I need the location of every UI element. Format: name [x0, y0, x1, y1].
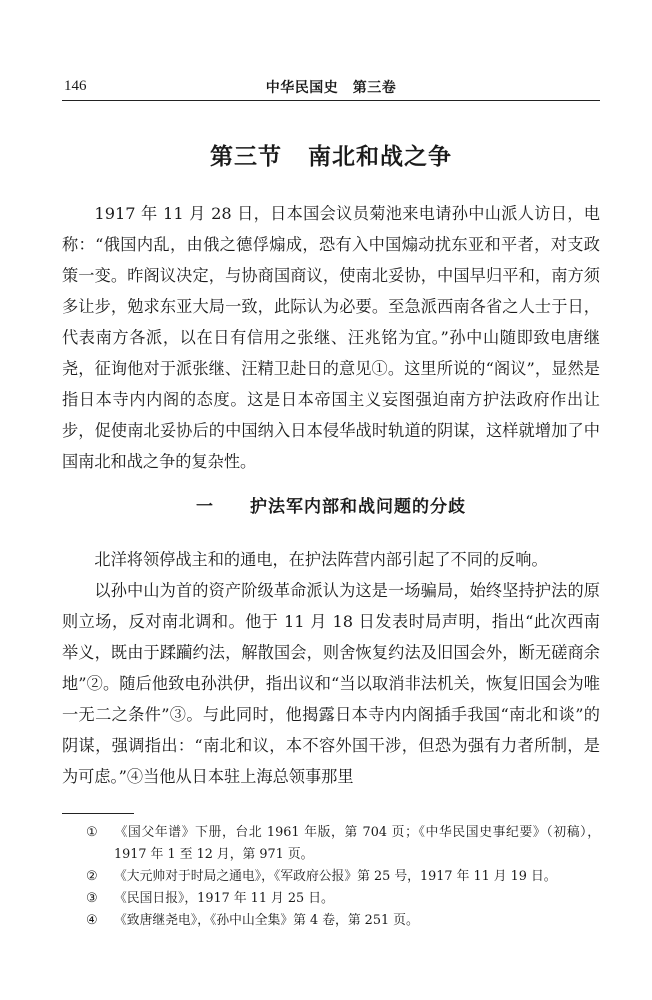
footnote-text: 《致唐继尧电》，《孙中山全集》第 4 卷，第 251 页。 — [114, 913, 419, 928]
subsection-number: 一 — [196, 497, 214, 517]
footnote-text: 《民国日报》，1917 年 11 月 25 日。 — [114, 891, 334, 906]
intro-paragraph: 1917 年 11 月 28 日，日本国会议员菊池来电请孙中山派人访日，电称：“俄国内乱，由俄之德俘煽成，恐有入中国煽动扰东亚和平者，对支政策一变。昨阁议决定，与协商国商议，使南北妥协，中国早归平和，南方须多让步，勉求东亚大局一致，此际认为必要。至急派西南各省之人士于日，代表南方各派，以在日有信用之张继、汪兆铭为宜。”孙中山随即致电唐继尧，征询他对于派张继、汪精卫赴日的意见①。这里所说的“阁议”，显然是指日本寺内内阁的态度。这是日本帝国主义妄图强迫南方护法政府作出让步，促使南北妥协后的中国纳入日本侵华战时轨道的阴谋，这样就增加了中国南北和战之争的复杂性。 — [62, 204, 600, 471]
subsection-heading — [62, 492, 600, 517]
sun-position-paragraph: 以孙中山为首的资产阶级革命派认为这是一场骗局，始终坚持护法的原则立场，反对南北调和。他于 11 月 18 日发表时局声明，指出“此次西南举义，既由于蹂躏约法，解散国会，则舍恢复约法及旧国会外，断无磋商余地”②。随后他致电孙洪伊，指出议和“当以取消非法机关，恢复旧国会为唯一无二之条件”③。与此同时，他揭露日本寺内内阁插手我国“南北和谈”的阴谋，强调指出：“南北和议，本不容外国干涉，但恐为强有力者所制，是为可虑。”④当他从日本驻上海总领事那里 — [62, 581, 600, 786]
subsection-title: 护法军内部和战问题的分歧 — [250, 497, 466, 517]
footnote-mark: ③ — [86, 891, 98, 906]
footnote-text: 《大元帅对于时局之通电》，《军政府公报》第 25 号，1917 年 11 月 19 日。 — [114, 869, 557, 884]
page-number: 146 — [64, 78, 87, 94]
footnote-mark: ② — [86, 869, 98, 884]
running-title: 中华民国史 第三卷 — [265, 80, 397, 96]
footnote-3 — [62, 888, 600, 910]
footnote-text: 《国父年谱》下册，台北 1961 年版，第 704 页；《中华民国史事纪要》（初稿），1917 年 1 至 12 月，第 971 页。 — [114, 825, 600, 862]
reaction-paragraph: 北洋将领停战主和的通电，在护法阵营内部引起了不同的反响。 — [94, 550, 548, 569]
running-header — [62, 74, 600, 101]
section-title: 南北和战之争 — [308, 144, 452, 170]
footnote-2 — [62, 866, 600, 888]
footnote-mark: ④ — [86, 913, 98, 928]
footnotes — [62, 822, 600, 932]
footnote-divider — [62, 813, 134, 814]
section-number: 第三节 — [210, 144, 282, 170]
section-heading — [62, 138, 600, 171]
footnote-4 — [62, 910, 600, 932]
footnote-1 — [62, 822, 600, 866]
footnote-mark: ① — [86, 825, 98, 840]
